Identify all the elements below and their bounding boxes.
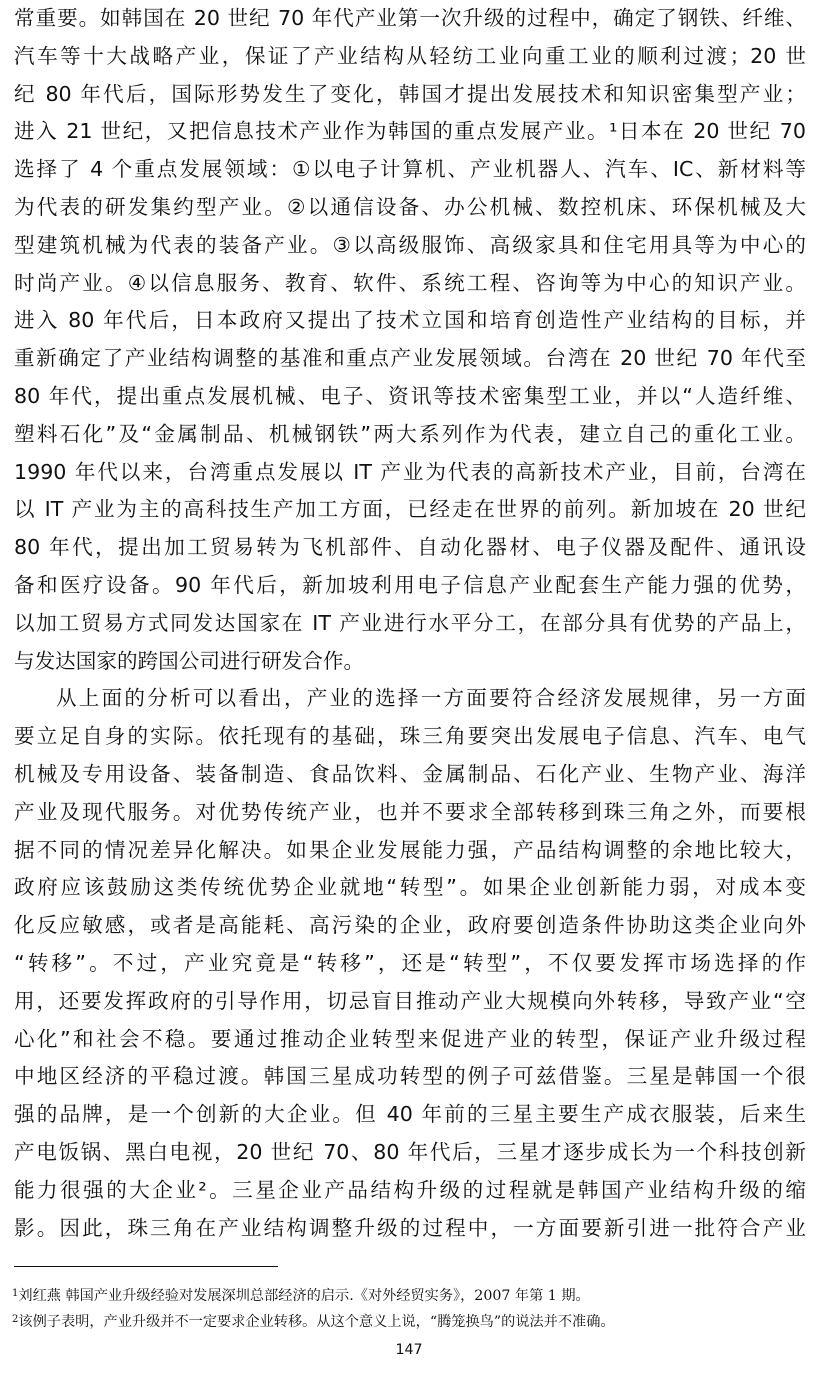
text-line: 用，还要发挥政府的引导作用，切忌盲目推动产业大规模向外转移，导致产业“空 bbox=[14, 988, 806, 1013]
text-line: 政府应该鼓励这类传统优势企业就地“转型”。如果企业创新能力弱，对成本变 bbox=[14, 875, 806, 900]
text-line: 汽车等十大战略产业，保证了产业结构从轻纺工业向重工业的顺利过渡；20 世 bbox=[14, 43, 806, 68]
text-line: 塑料石化”及“金属制品、机械钢铁”两大系列作为代表，建立自己的重化工业。 bbox=[14, 421, 806, 446]
footnote-2 bbox=[12, 1307, 806, 1333]
text-line: “转移”。不过，产业究竟是“转移”，还是“转型”，不仅要发挥市场选择的作 bbox=[14, 950, 806, 975]
body-text bbox=[14, 0, 806, 1247]
text-line: 选择了 4 个重点发展领域：①以电子计算机、产业机器人、汽车、IC、新材料等 bbox=[14, 157, 806, 182]
text-line: 产业及现代服务。对优势传统产业，也并不要求全部转移到珠三角之外，而要根 bbox=[14, 799, 806, 824]
text-line: 产电饭锅、黑白电视，20 世纪 70、80 年代后，三星才逐步成长为一个科技创新 bbox=[14, 1139, 806, 1164]
text-line: 80 年代，提出加工贸易转为飞机部件、自动化器材、电子仪器及配件、通讯设 bbox=[14, 535, 806, 560]
text-line: 1990 年代以来，台湾重点发展以 IT 产业为代表的高新技术产业，目前，台湾在 bbox=[14, 459, 806, 484]
text-line: 能力很强的大企业²。三星企业产品结构升级的过程就是韩国产业结构升级的缩 bbox=[14, 1177, 806, 1202]
text-line: 为代表的研发集约型产业。②以通信设备、办公机械、数控机床、环保机械及大 bbox=[14, 194, 806, 219]
text-line: 时尚产业。④以信息服务、教育、软件、系统工程、咨询等为中心的知识产业。 bbox=[14, 270, 806, 295]
footnote-divider bbox=[14, 1266, 278, 1267]
text-line: 要立足自身的实际。依托现有的基础，珠三角要突出发展电子信息、汽车、电气 bbox=[14, 724, 806, 749]
text-line: 影。因此，珠三角在产业结构调整升级的过程中，一方面要新引进一批符合产业 bbox=[14, 1215, 806, 1240]
footnote-marker: 2 bbox=[12, 1314, 19, 1325]
text-line: 心化”和社会不稳。要通过推动企业转型来促进产业的转型，保证产业升级过程 bbox=[14, 1026, 806, 1051]
text-line: 常重要。如韩国在 20 世纪 70 年代产业第一次升级的过程中，确定了钢铁、纤维、 bbox=[14, 6, 806, 30]
text-line: 机械及专用设备、装备制造、食品饮料、金属制品、石化产业、生物产业、海洋 bbox=[14, 761, 806, 786]
footnotes bbox=[12, 1281, 806, 1333]
paragraph-end-line: 与发达国家的跨国公司进行研发合作。 bbox=[14, 648, 365, 673]
text-line: 纪 80 年代后，国际形势发生了变化，韩国才提出发展技术和知识密集型产业； bbox=[14, 81, 806, 106]
text-line: 备和医疗设备。90 年代后，新加坡利用电子信息产业配套生产能力强的优势， bbox=[14, 572, 806, 597]
footnote-text: 刘红燕 韩国产业升级经验对发展深圳总部经济的启示.《对外经贸实务》，2007 年第 1 期。 bbox=[18, 1288, 590, 1304]
text-line: 以加工贸易方式同发达国家在 IT 产业进行水平分工，在部分具有优势的产品上， bbox=[14, 610, 806, 635]
page-number: 147 bbox=[395, 1342, 423, 1358]
text-line: 化反应敏感，或者是高能耗、高污染的企业，政府要创造条件协助这类企业向外 bbox=[14, 913, 806, 938]
text-line: 80 年代，提出重点发展机械、电子、资讯等技术密集型工业，并以“人造纤维、 bbox=[14, 383, 806, 408]
text-line: 以 IT 产业为主的高科技生产加工方面，已经走在世界的前列。新加坡在 20 世纪 bbox=[14, 497, 806, 522]
text-line: 进入 80 年代后，日本政府又提出了技术立国和培育创造性产业结构的目标，并 bbox=[14, 308, 806, 333]
footnote-1 bbox=[12, 1281, 806, 1307]
footnote-text: 该例子表明，产业升级并不一定要求企业转移。从这个意义上说，“腾笼换鸟”的说法并不准确。 bbox=[18, 1314, 615, 1330]
footnote-marker: 1 bbox=[12, 1288, 19, 1299]
paragraph-start-line: 从上面的分析可以看出，产业的选择一方面要符合经济发展规律，另一方面 bbox=[56, 686, 806, 711]
text-line: 据不同的情况差异化解决。如果企业发展能力强，产品结构调整的余地比较大， bbox=[14, 837, 806, 862]
text-line: 强的品牌，是一个创新的大企业。但 40 年前的三星主要生产成衣服装，后来生 bbox=[14, 1102, 806, 1127]
text-line: 重新确定了产业结构调整的基准和重点产业发展领域。台湾在 20 世纪 70 年代至 bbox=[14, 346, 806, 371]
text-line: 中地区经济的平稳过渡。韩国三星成功转型的例子可兹借鉴。三星是韩国一个很 bbox=[14, 1064, 806, 1089]
text-line: 进入 21 世纪，又把信息技术产业作为韩国的重点发展产业。¹日本在 20 世纪 70 bbox=[14, 119, 806, 144]
text-line: 型建筑机械为代表的装备产业。③以高级服饰、高级家具和住宅用具等为中心的 bbox=[14, 232, 806, 257]
